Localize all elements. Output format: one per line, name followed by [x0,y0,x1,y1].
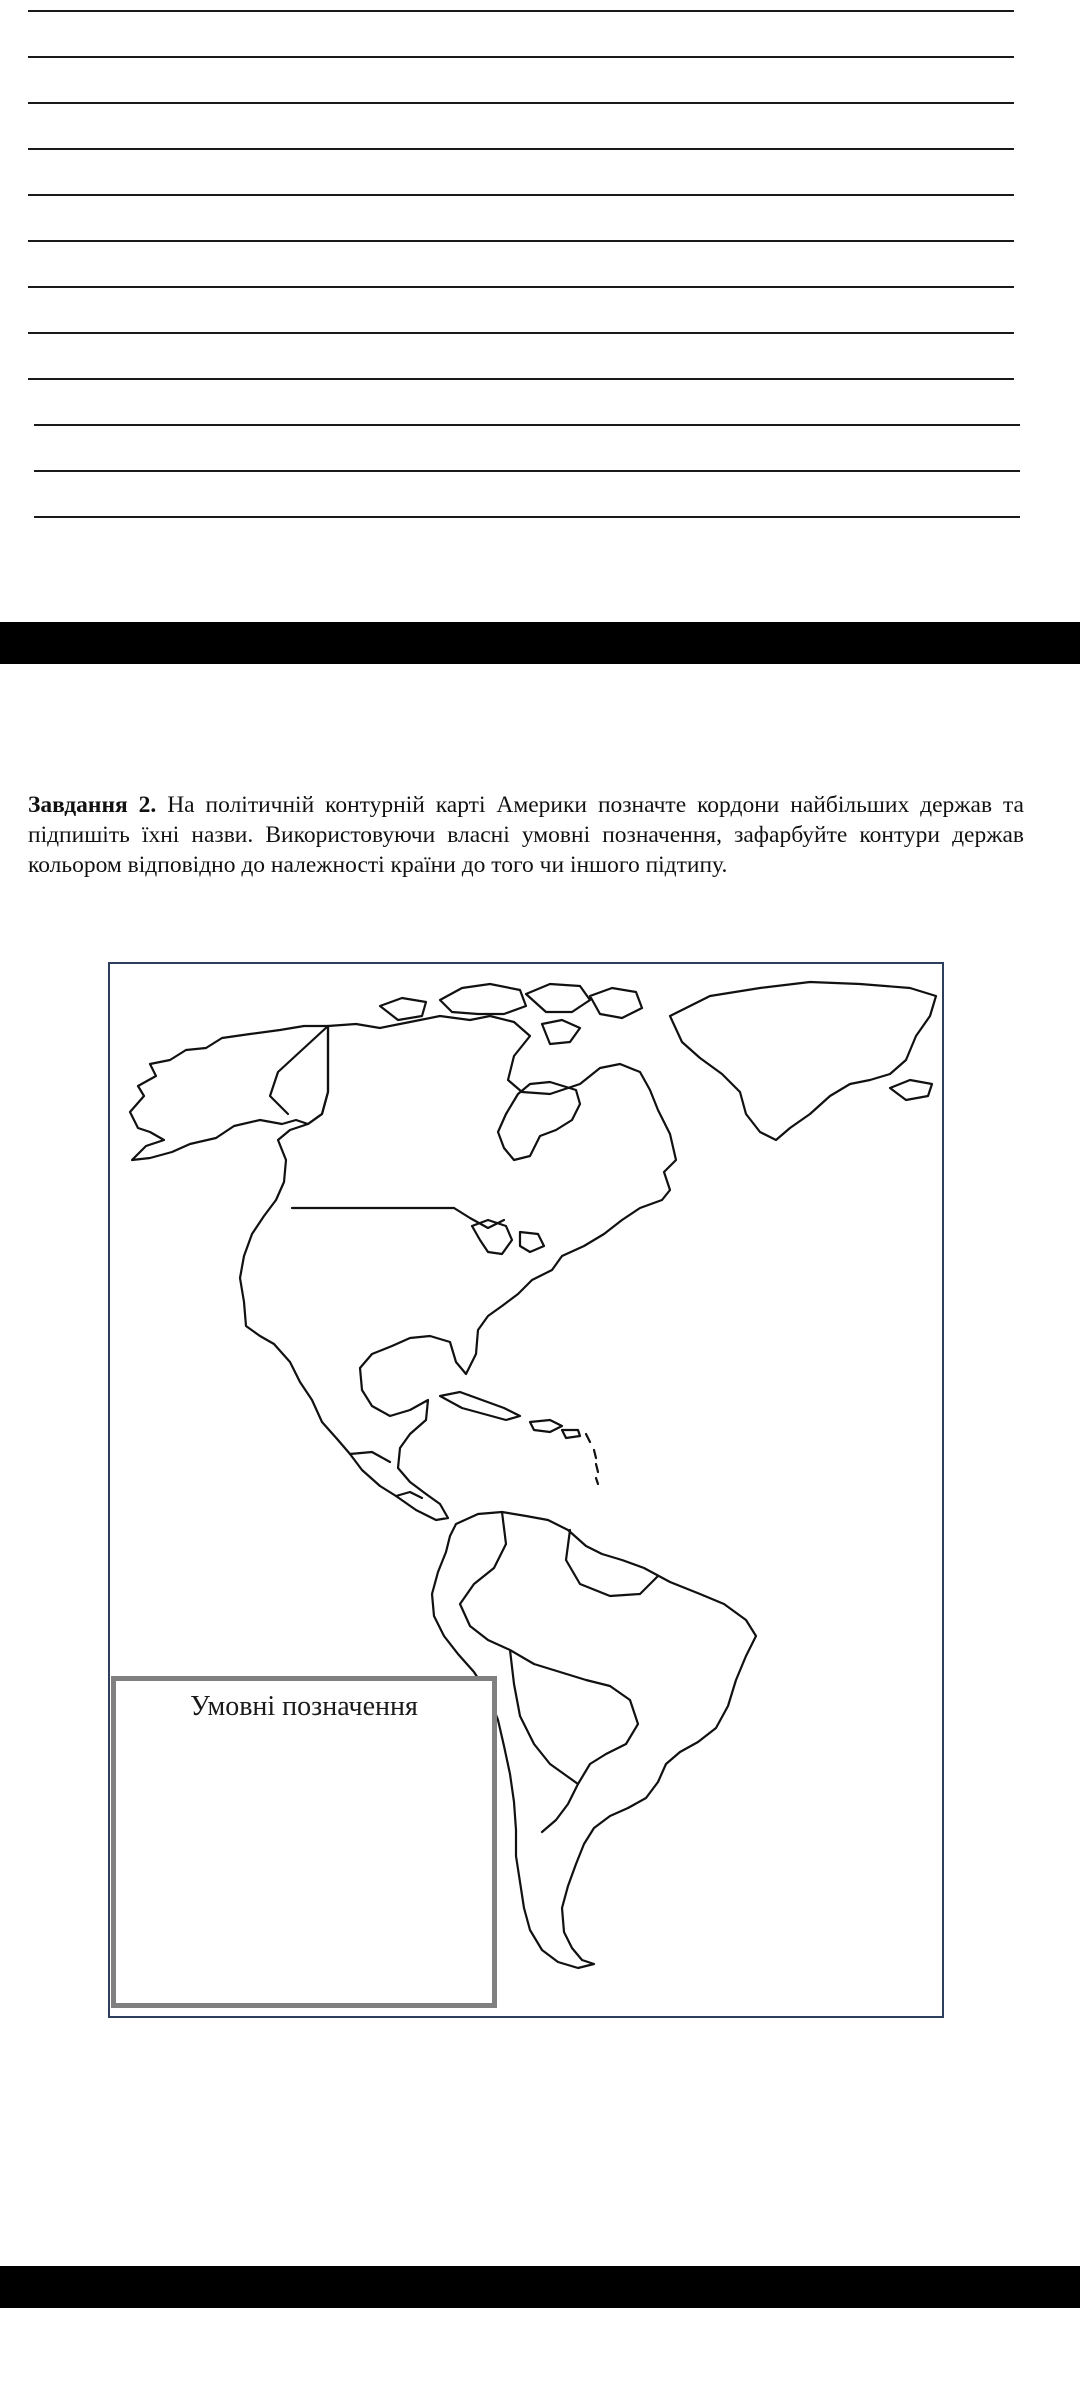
task-label: Завдання 2. [28,792,157,818]
writing-line [28,10,1014,12]
writing-line [28,378,1014,380]
task-paragraph [28,790,1024,880]
writing-line [28,240,1014,242]
writing-line [28,148,1014,150]
legend-box [111,1676,497,2008]
iceland-outline [890,1080,932,1100]
writing-line [28,286,1014,288]
legend-title: Умовні позначення [190,1691,418,1722]
alaska-outline [130,1026,328,1160]
alaska-canada-border [270,1026,328,1114]
lesser-antilles-dots [586,1434,598,1484]
caribbean-islands-outline [440,1392,580,1438]
central-america-borders [350,1452,422,1498]
page-separator-bar-bottom [0,2266,1080,2308]
writing-line [28,194,1014,196]
page-separator-bar [0,622,1080,664]
writing-line [28,56,1014,58]
writing-line [34,470,1020,472]
writing-line [28,102,1014,104]
arctic-islands-outline [380,984,642,1044]
writing-line [34,424,1020,426]
writing-line [34,516,1020,518]
north-america-outline [240,1016,676,1520]
task-text: На політичній контурній карті Америки позначте кордони найбільших держав та підпишіть їхні назви. Використовуючи власні умовні позначення, зафарбуйте контури держав кольором відповідно до належності країни до того чи іншого підтипу. [28,792,1024,878]
greenland-outline [670,982,936,1140]
writing-line [28,332,1014,334]
